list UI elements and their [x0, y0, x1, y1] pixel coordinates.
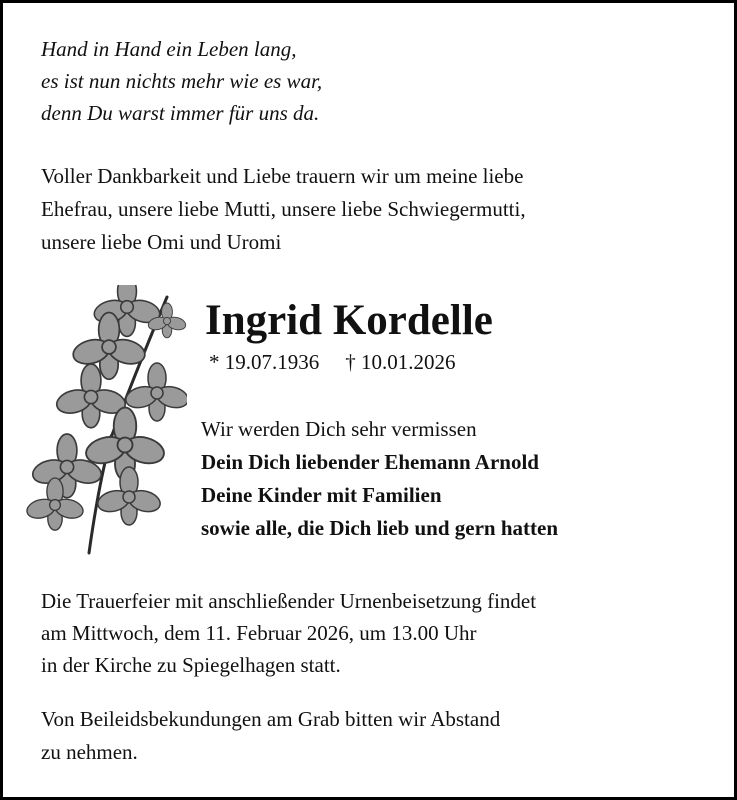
mourner-line: sowie alle, die Dich lieb und gern hatten [201, 516, 559, 540]
service-line: in der Kirche zu Spiegelhagen statt. [41, 653, 341, 677]
intro-text [41, 160, 721, 259]
verse-line: es ist nun nichts mehr wie es war, [41, 69, 323, 93]
birth-date: * 19.07.1936 [209, 350, 320, 374]
funeral-service-info [41, 585, 731, 681]
request-line: zu nehmen. [41, 740, 138, 764]
mourner-line: Deine Kinder mit Familien [201, 483, 442, 507]
service-line: Die Trauerfeier mit anschließender Urnenbeisetzung findet [41, 589, 537, 613]
memorial-verse [41, 33, 322, 129]
service-line: am Mittwoch, dem 11. Februar 2026, um 13.00 Uhr [41, 621, 477, 645]
mourners-note: Wir werden Dich sehr vermissen [201, 417, 477, 441]
intro-line: Ehefrau, unsere liebe Mutti, unsere liebe Schwiegermutti, [41, 197, 526, 221]
request-line: Von Beileidsbekundungen am Grab bitten wir Abstand [41, 707, 501, 731]
orchid-icon [17, 285, 187, 557]
verse-line: denn Du warst immer für uns da. [41, 101, 320, 125]
verse-line: Hand in Hand ein Leben lang, [41, 37, 297, 61]
death-date: † 10.01.2026 [345, 350, 456, 374]
mourners-block [201, 413, 558, 545]
intro-line: Voller Dankbarkeit und Liebe trauern wir um meine liebe [41, 164, 524, 188]
life-dates [209, 347, 456, 377]
deceased-name: Ingrid Kordelle [205, 297, 493, 344]
condolence-request [41, 703, 731, 769]
intro-line: unsere liebe Omi und Uromi [41, 230, 282, 254]
mourner-line: Dein Dich liebender Ehemann Arnold [201, 450, 539, 474]
